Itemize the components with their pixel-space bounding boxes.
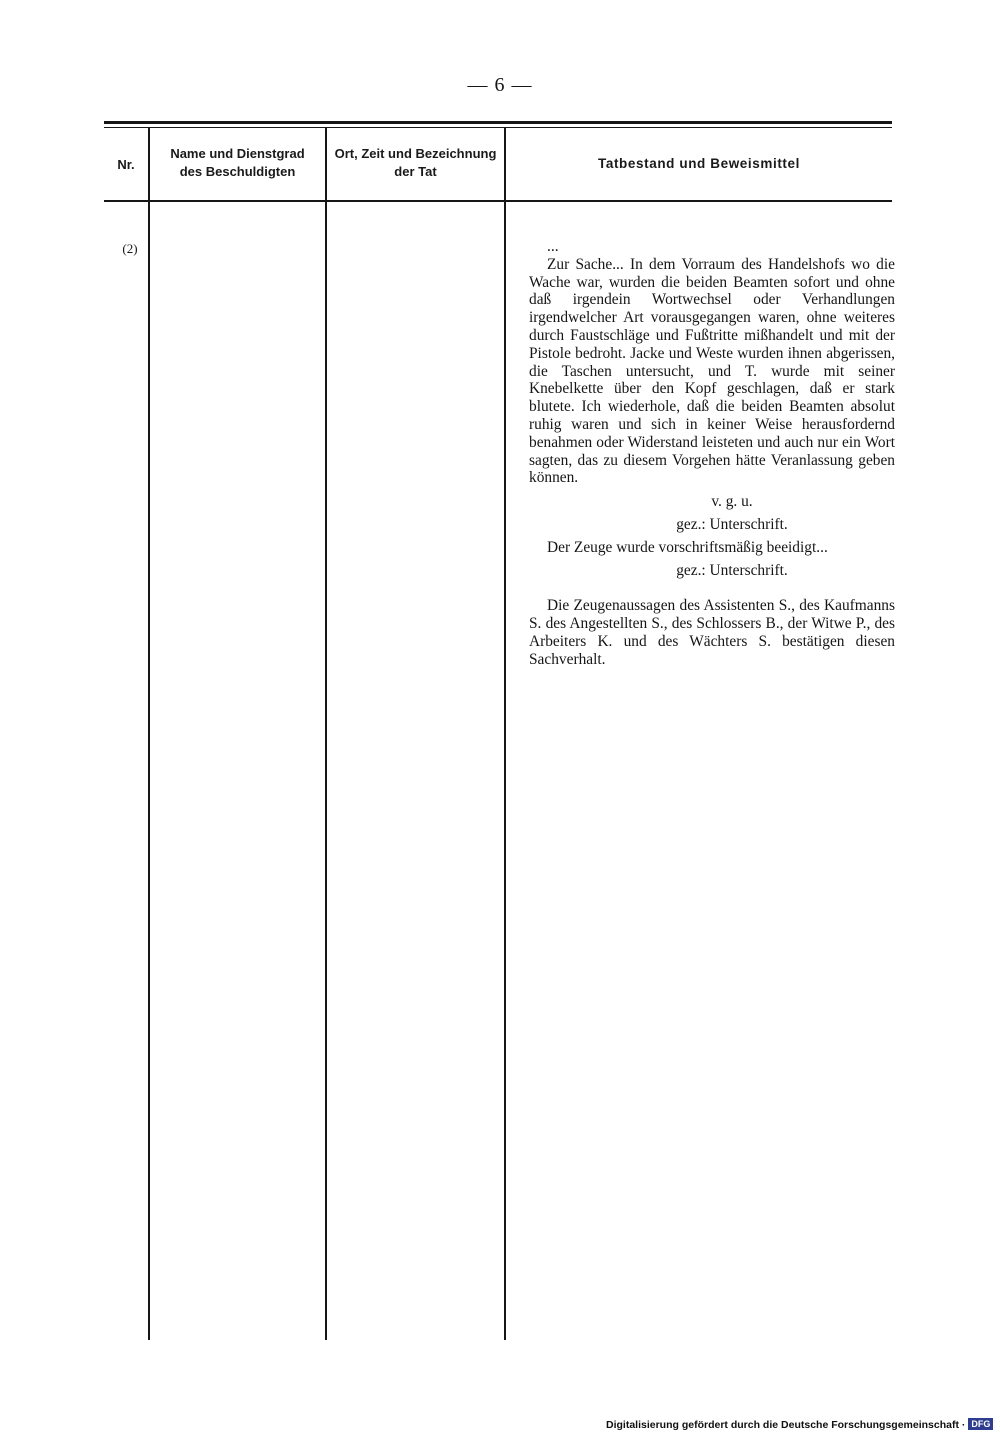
- text-ellipsis: ...: [547, 238, 559, 255]
- tatbestand-text: [529, 238, 895, 669]
- footer-text: Digitalisierung gefördert durch die Deutsche Forschungsgemeinschaft ·: [606, 1419, 966, 1431]
- column-divider-1: [148, 128, 150, 1340]
- page-number: — 6 —: [467, 74, 533, 96]
- header-tatbestand: Tatbestand und Beweismittel: [598, 156, 800, 171]
- table-top-rule-thin: [104, 127, 892, 128]
- column-divider-2: [325, 128, 327, 1340]
- text-paragraph-2: Die Zeugenaussagen des Assistenten S., des Kaufmanns S. des Angestellten S., des Schlossers B., der Witwe P., des Arbeiters K. und des Wächters S. bestätigen diesen Sachverhalt.: [529, 597, 895, 668]
- header-ort-line-2: der Tat: [394, 164, 437, 179]
- text-signature-2: gez.: Unterschrift.: [676, 561, 788, 579]
- footer-credit: [606, 1418, 994, 1432]
- table-top-rule-thick: [104, 121, 892, 124]
- column-divider-3: [504, 128, 506, 1340]
- header-nr: Nr.: [117, 157, 135, 172]
- dfg-logo: DFG: [968, 1418, 993, 1430]
- text-vgu: v. g. u.: [711, 493, 753, 511]
- header-ort: [327, 145, 504, 181]
- text-signature-1: gez.: Unterschrift.: [676, 515, 788, 533]
- table-header-rule: [104, 200, 892, 202]
- header-name: [150, 145, 325, 181]
- header-name-line-1: Name und Dienstgrad: [170, 146, 305, 161]
- header-name-line-2: des Beschuldigten: [179, 164, 296, 179]
- row-number: (2): [122, 241, 138, 256]
- text-sworn: Der Zeuge wurde vorschriftsmäßig beeidigt...: [547, 538, 828, 556]
- header-ort-line-1: Ort, Zeit und Bezeichnung: [334, 146, 497, 161]
- text-paragraph-1: Zur Sache... In dem Vorraum des Handelshofs wo die Wache war, wurden die beiden Beamten sofort und ohne daß irgendein Wortwechsel oder Verhandlungen irgendwelcher Art vorausgegangen waren, ohne weiteres durch Faustschläge und Fußtritte mißhandelt und mit der Pistole bedroht. Jacke und Weste wurden ihnen abgerissen, die Taschen untersucht, und T. wurde mit seiner Knebelkette über den Kopf geschlagen, daß er stark blutete. Ich wiederhole, daß die beiden Beamten absolut ruhig waren und sich in keiner Weise herausfordernd benahmen oder Widerstand leisteten und auch nur ein Wort sagten, das zu diesem Vorgehen hätte Veranlassung geben können.: [529, 255, 895, 487]
